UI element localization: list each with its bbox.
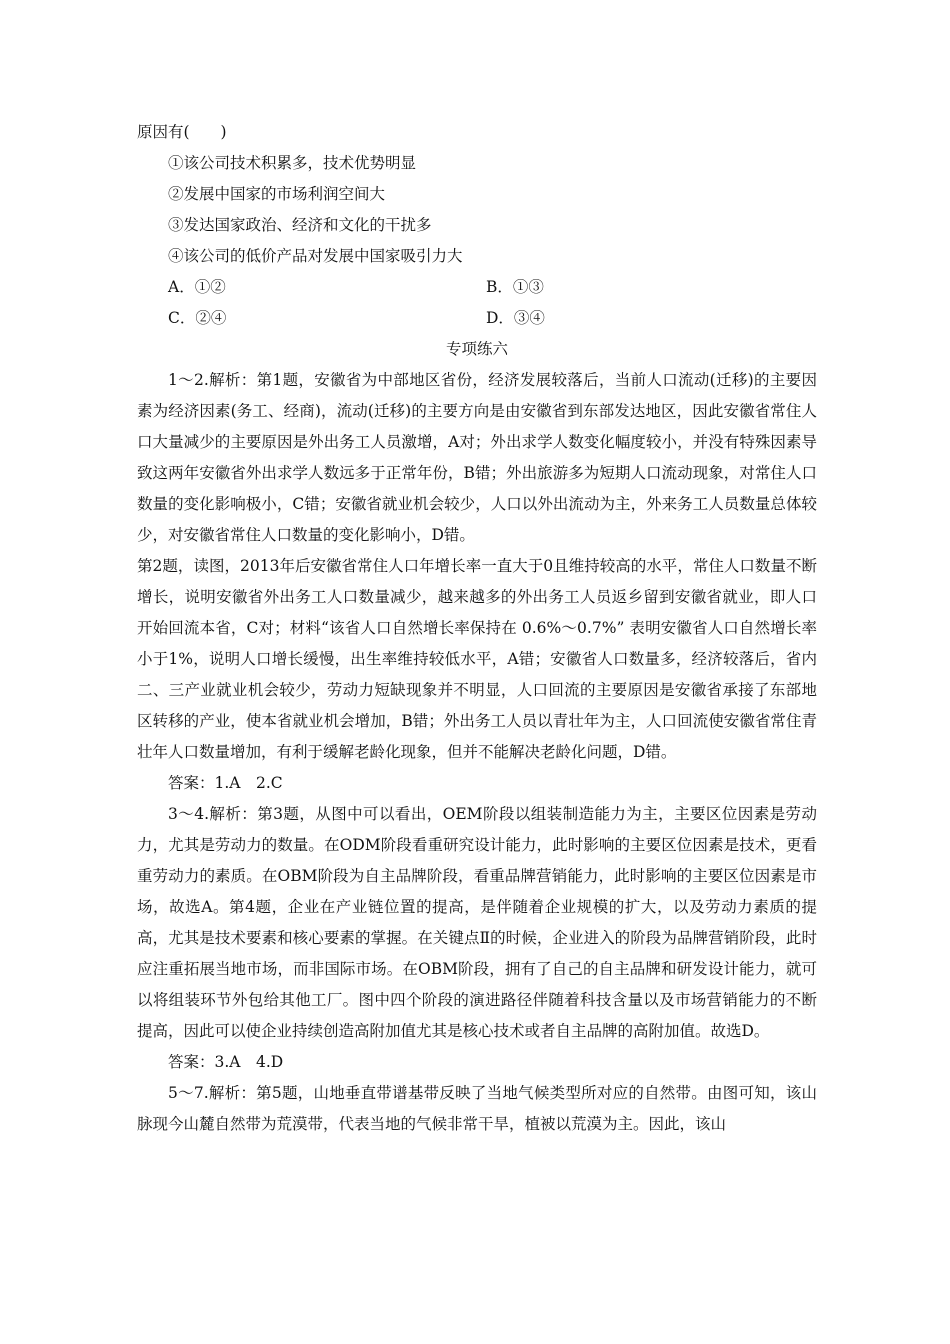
analysis-1-2-part2: 第2题，读图，2013年后安徽省常住人口年增长率一直大于0且维持较高的水平，常住人口数量不断增长，说明安徽省外出务工人口数量减少，越来越多的外出务工人员返乡留到安徽省就业，即人口开始回流本省，C对；材料“该省人口自然增长率保持在 0.6%～0.7%” 表明安徽省人口自然增长率小于1%，说明人口增长缓慢，出生率维持较低水平，A错；安徽省人口数量多，经济较落后，省内二、三产业就业机会较少，劳动力短缺现象并不明显，人口回流的主要原因是安徽省承接了东部地区转移的产业，使本省就业机会增加，B错；外出务工人员以青壮年为主，人口回流使安徽省常住青壮年人口数量增加，有利于缓解老龄化现象，但并不能解决老龄化问题，D错。	[137, 557, 817, 761]
question-stem: 原因有( )	[137, 123, 227, 141]
statement-1: ①该公司技术积累多，技术优势明显	[168, 154, 417, 172]
analysis-5-7: 5～7.解析：第5题，山地垂直带谱基带反映了当地气候类型所对应的自然带。由图可知，该山脉现今山麓自然带为荒漠带，代表当地的气候非常干旱，植被以荒漠为主。因此，该山	[137, 1084, 817, 1133]
statement-2: ②发展中国家的市场利润空间大	[168, 185, 386, 203]
options-row-2	[137, 303, 817, 334]
answer-1-2: 答案：1.A 2.C	[168, 774, 283, 792]
statement-4: ④该公司的低价产品对发展中国家吸引力大	[168, 247, 463, 265]
analysis-3-4: 3～4.解析：第3题，从图中可以看出，OEM阶段以组装制造能力为主，主要区位因素是劳动力，尤其是劳动力的数量。在ODM阶段看重研究设计能力，此时影响的主要区位因素是技术，更看重劳动力的素质。在OBM阶段为自主品牌阶段，看重品牌营销能力，此时影响的主要区位因素是市场，故选A。第4题，企业在产业链位置的提高，是伴随着企业规模的扩大，以及劳动力素质的提高，尤其是技术要素和核心要素的掌握。在关键点Ⅱ的时候，企业进入的阶段为品牌营销阶段，此时应注重拓展当地市场，而非国际市场。在OBM阶段，拥有了自己的自主品牌和研发设计能力，就可以将组装环节外包给其他工厂。图中四个阶段的演进路径伴随着科技含量以及市场营销能力的不断提高，因此可以使企业持续创造高附加值尤其是核心技术或者自主品牌的高附加值。故选D。	[137, 805, 817, 1040]
answer-3-4: 答案：3.A 4.D	[168, 1053, 284, 1071]
option-d: D．③④	[486, 309, 545, 327]
analysis-1-2-part1: 1～2.解析：第1题，安徽省为中部地区省份，经济发展较落后，当前人口流动(迁移)的主要因素为经济因素(务工、经商)，流动(迁移)的主要方向是由安徽省到东部发达地区，因此安徽省常住人口大量减少的主要原因是外出务工人员激增，A对；外出求学人数变化幅度较小，并没有特殊因素导致这两年安徽省外出求学人数远多于正常年份，B错；外出旅游多为短期人口流动现象，对常住人口数量的变化影响极小，C错；安徽省就业机会较少，人口以外出流动为主，外来务工人员数量总体较少，对安徽省常住人口数量的变化影响小，D错。	[137, 371, 817, 544]
option-c: C．②④	[168, 309, 227, 327]
document-body	[137, 117, 817, 1140]
option-a: A．①②	[168, 278, 226, 296]
statement-3: ③发达国家政治、经济和文化的干扰多	[168, 216, 432, 234]
section-title: 专项练六	[445, 340, 508, 358]
option-b: B．①③	[486, 278, 544, 296]
options-row-1	[137, 272, 817, 303]
